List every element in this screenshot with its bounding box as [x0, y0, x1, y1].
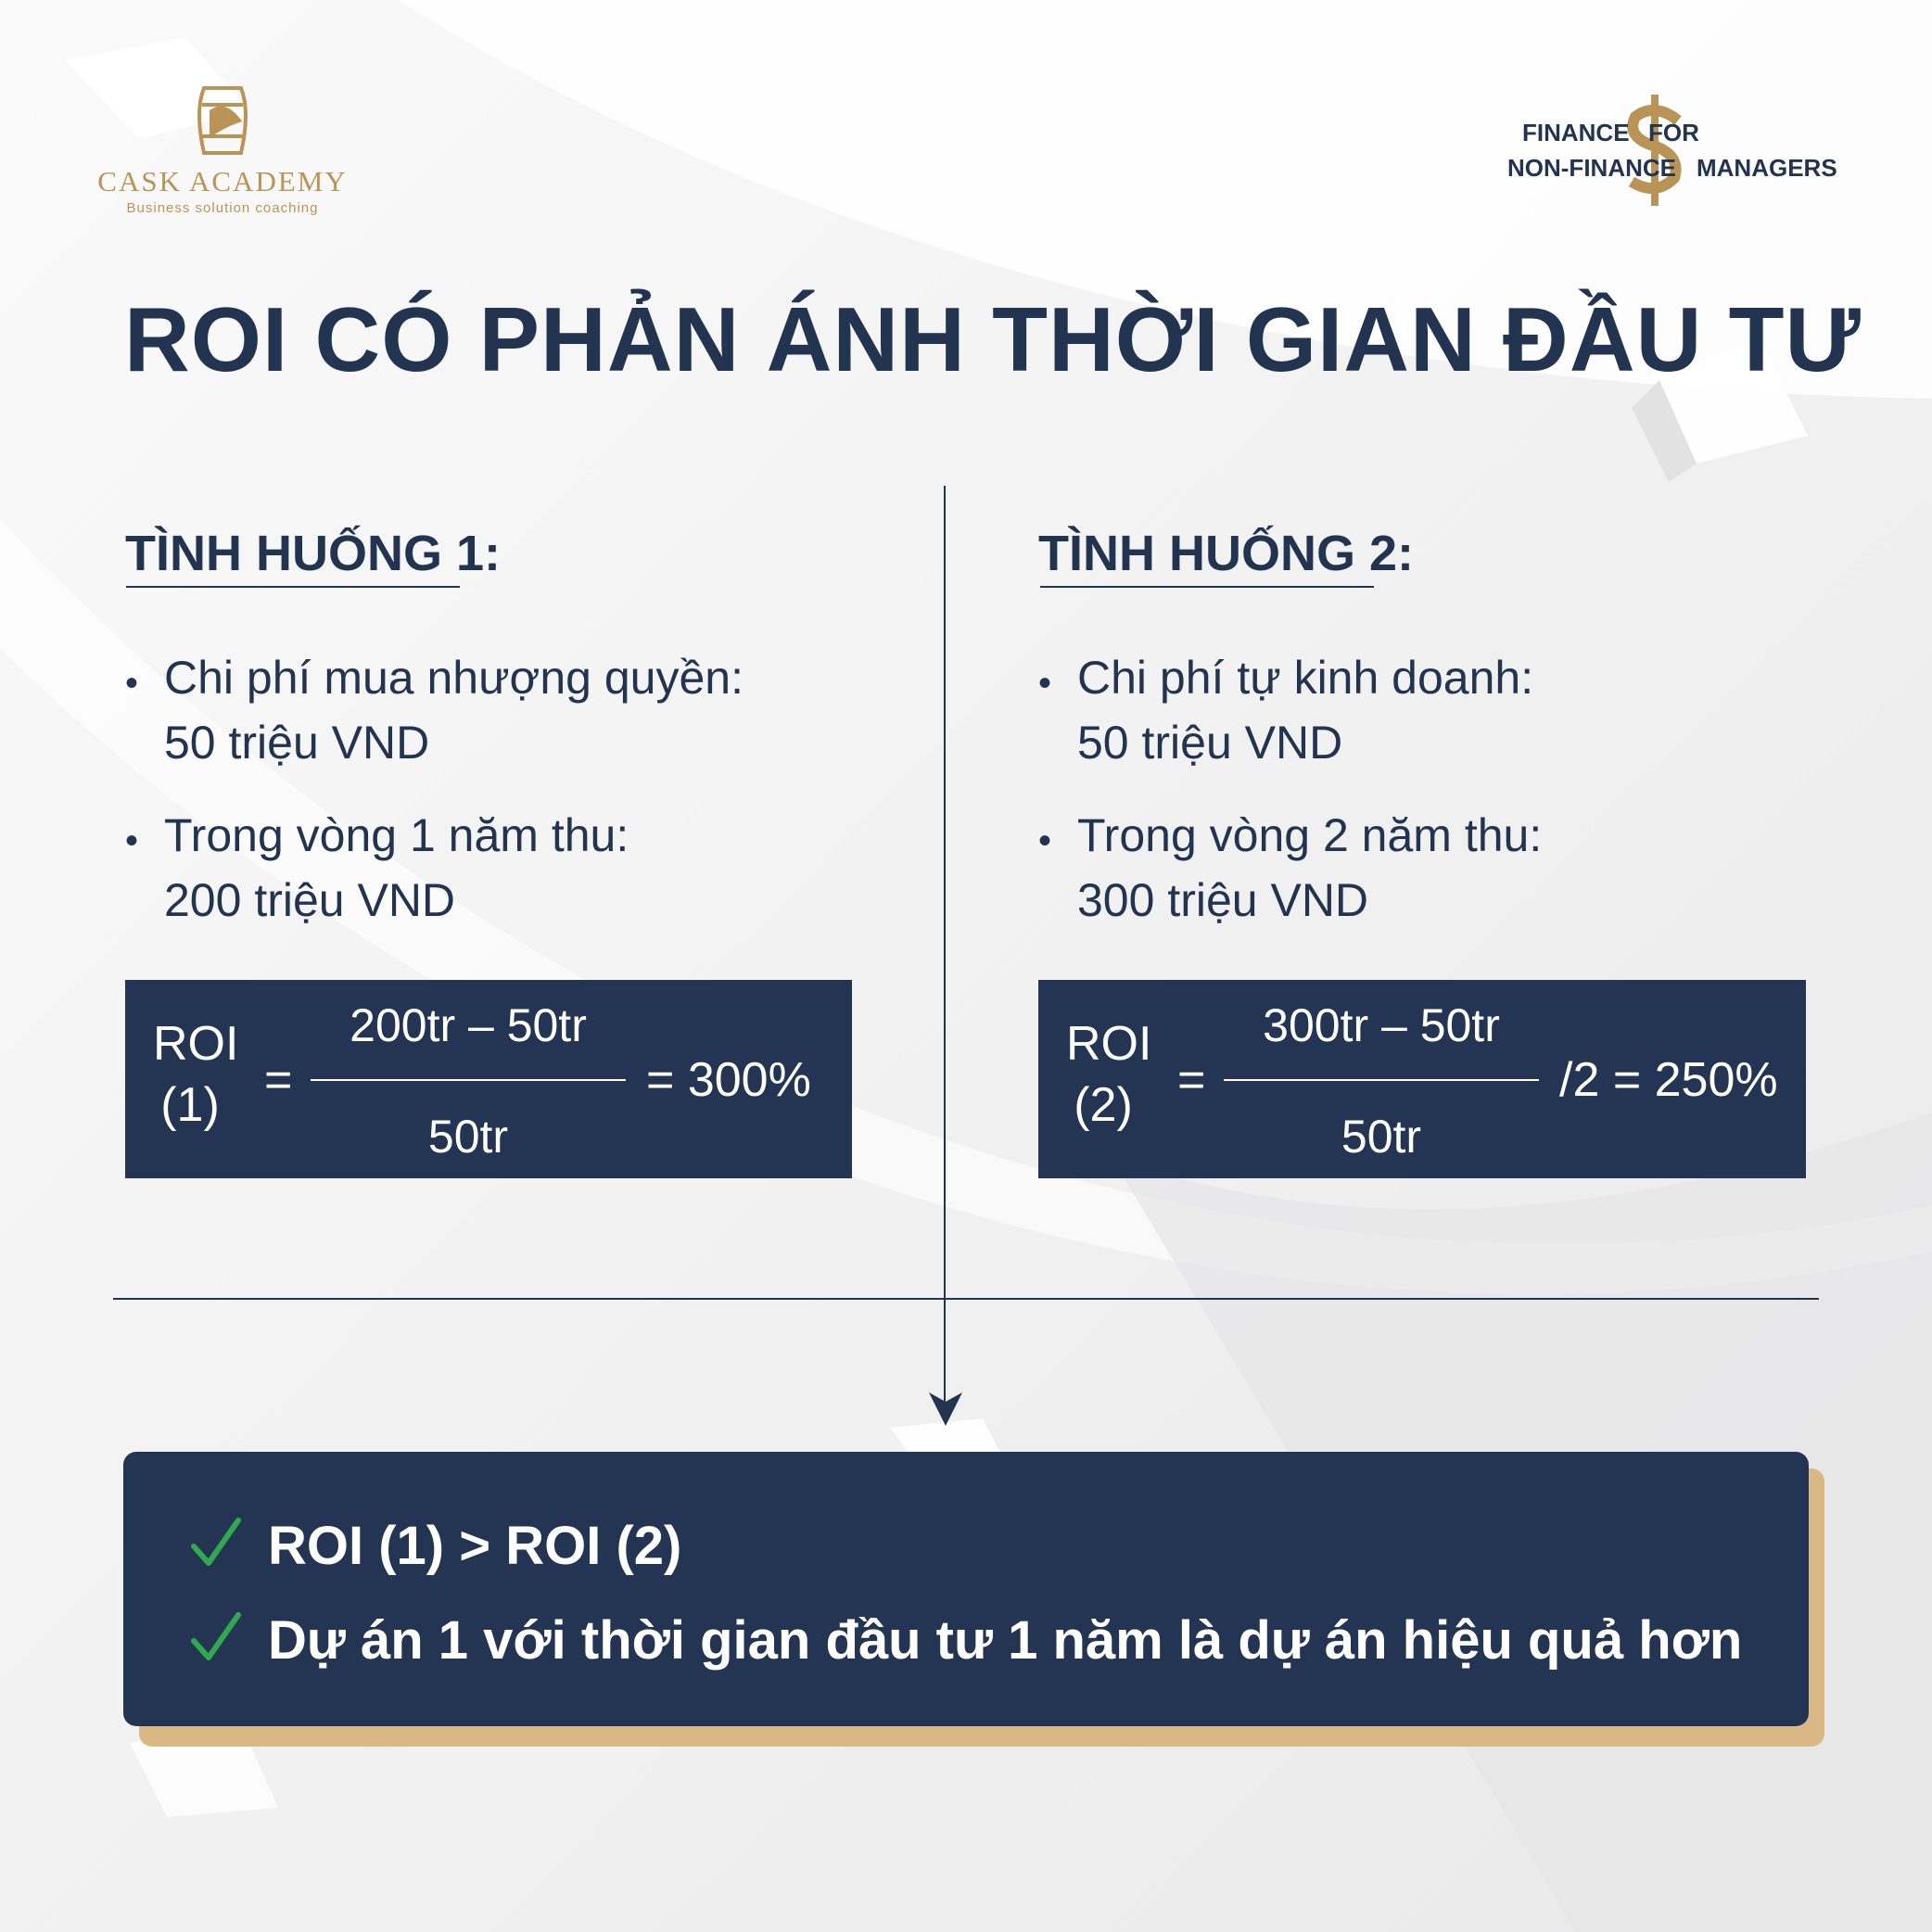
page-title: ROI CÓ PHẢN ÁNH THỜI GIAN ĐẦU TƯ — [124, 288, 1862, 390]
bullet-line: 50 triệu VND — [1077, 717, 1343, 769]
program-logo-managers: MANAGERS — [1697, 154, 1837, 182]
conclusion-line-2: Dự án 1 với thời gian đầu tư 1 năm là dự án hiệu quả hơn — [268, 1610, 1743, 1671]
conclusion-line-1: ROI (1) > ROI (2) — [268, 1516, 682, 1576]
equals-sign: = — [1177, 1053, 1206, 1107]
case-2-bullet-2 — [1038, 803, 1542, 933]
numerator: 300tr – 50tr — [1263, 999, 1500, 1051]
bullet-dot: • — [125, 820, 139, 861]
roi-index: (1) — [160, 1078, 220, 1132]
roi-label: ROI — [1066, 1017, 1152, 1071]
bullet-line: 50 triệu VND — [164, 717, 430, 769]
bullet-line: 200 triệu VND — [164, 874, 456, 926]
bullet-line: 300 triệu VND — [1077, 874, 1369, 926]
horizontal-divider — [113, 1298, 1819, 1300]
case-2-formula — [1038, 980, 1806, 1178]
check-icon — [190, 1517, 242, 1569]
program-logo-finance: FINANCE — [1522, 119, 1630, 146]
case-1-bullet-2 — [125, 803, 629, 933]
arrow-down-icon — [927, 1391, 964, 1428]
vertical-divider — [944, 486, 946, 1409]
cask-academy-tagline: Business solution coaching — [126, 200, 319, 216]
cask-academy-name: CASK ACADEMY — [97, 165, 348, 197]
bullet-line: Chi phí mua nhượng quyền: — [164, 652, 744, 704]
bullet-line: Chi phí tự kinh doanh: — [1077, 652, 1534, 704]
roi-index: (2) — [1074, 1078, 1133, 1132]
program-logo — [1502, 93, 1836, 213]
program-logo-non-finance: NON-FINANCE — [1507, 154, 1676, 182]
conclusion-box — [123, 1452, 1809, 1726]
case-2-underline — [1040, 586, 1374, 588]
bullet-dot: • — [125, 663, 139, 704]
equals-sign: = — [264, 1053, 293, 1107]
denominator: 50tr — [1341, 1111, 1422, 1163]
case-2-heading: TÌNH HUỐNG 2: — [1038, 526, 1414, 581]
fraction-bar — [1224, 1079, 1539, 1081]
case-2-bullet-1 — [1038, 645, 1533, 775]
bullet-line: Trong vòng 2 năm thu: — [1077, 809, 1543, 861]
case-1-bullet-1 — [125, 645, 744, 775]
denominator: 50tr — [427, 1111, 509, 1163]
roi-result: /2 = 250% — [1559, 1053, 1778, 1107]
roi-label: ROI — [153, 1017, 239, 1071]
roi-result: = 300% — [646, 1053, 811, 1107]
bullet-dot: • — [1038, 663, 1052, 704]
case-1-heading: TÌNH HUỐNG 1: — [125, 526, 501, 581]
case-1-formula — [125, 980, 852, 1178]
case-1-underline — [126, 586, 460, 588]
program-logo-for: FOR — [1648, 119, 1699, 146]
bullet-dot: • — [1038, 820, 1052, 861]
check-icon — [190, 1611, 242, 1663]
dollar-icon — [1622, 93, 1687, 208]
fraction-bar — [311, 1079, 626, 1081]
numerator: 200tr – 50tr — [350, 999, 587, 1051]
bullet-line: Trong vòng 1 năm thu: — [164, 809, 629, 861]
